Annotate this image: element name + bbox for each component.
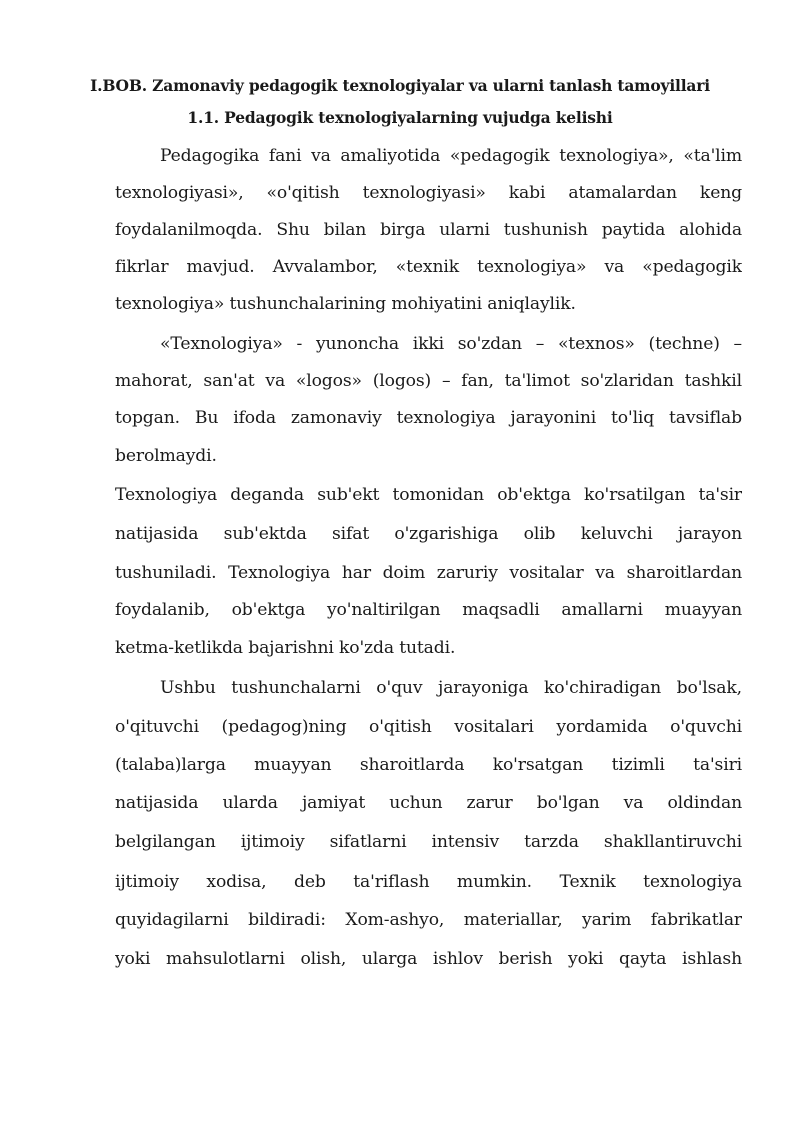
paragraph-line: «Texnologiya» - yunoncha ikki so'zdan – «texnos» (techne) – bbox=[160, 334, 742, 354]
paragraph-line: ketma-ketlikda bajarishni ko'zda tutadi. bbox=[115, 638, 456, 658]
paragraph-line: texnologiyasi», «o'qitish texnologiyasi» kabi atamalardan keng bbox=[115, 183, 742, 203]
paragraph-line: foydalanib, ob'ektga yo'naltirilgan maqsadli amallarni muayyan bbox=[115, 600, 742, 620]
paragraph-line: Pedagogika fani va amaliyotida «pedagogik texnologiya», «ta'lim bbox=[160, 146, 742, 166]
paragraph-line: ijtimoiy xodisa, deb ta'riflash mumkin. Texnik texnologiya bbox=[115, 872, 742, 892]
chapter-title: I.BOB. Zamonaviy pedagogik texnologiyalar va ularni tanlash tamoyillari bbox=[90, 76, 710, 95]
paragraph-line: belgilangan ijtimoiy sifatlarni intensiv tarzda shakllantiruvchi bbox=[115, 832, 742, 852]
paragraph-line: natijasida sub'ektda sifat o'zgarishiga olib keluvchi jarayon bbox=[115, 524, 742, 544]
paragraph-line: topgan. Bu ifoda zamonaviy texnologiya jarayonini to'liq tavsiflab bbox=[115, 408, 742, 428]
paragraph-line: fikrlar mavjud. Avvalambor, «texnik texnologiya» va «pedagogik bbox=[115, 257, 742, 277]
paragraph-line: yoki mahsulotlarni olish, ularga ishlov berish yoki qayta ishlash bbox=[115, 949, 742, 969]
paragraph-line: quyidagilarni bildiradi: Xom-ashyo, materiallar, yarim fabrikatlar bbox=[115, 910, 742, 930]
paragraph-line: mahorat, san'at va «logos» (logos) – fan, ta'limot so'zlaridan tashkil bbox=[115, 371, 742, 391]
section-title: 1.1. Pedagogik texnologiyalarning vujudga kelishi bbox=[187, 108, 613, 127]
paragraph-line: berolmaydi. bbox=[115, 446, 217, 466]
paragraph-line: natijasida ularda jamiyat uchun zarur bo'lgan va oldindan bbox=[115, 793, 742, 813]
paragraph-line: Texnologiya deganda sub'ekt tomonidan ob'ektga ko'rsatilgan ta'sir bbox=[115, 485, 742, 505]
paragraph-line: (talaba)larga muayyan sharoitlarda ko'rsatgan tizimli ta'siri bbox=[115, 755, 742, 775]
paragraph-line: foydalanilmoqda. Shu bilan birga ularni tushunish paytida alohida bbox=[115, 220, 742, 240]
paragraph-line: o'qituvchi (pedagog)ning o'qitish vositalari yordamida o'quvchi bbox=[115, 717, 742, 737]
paragraph-line: tushuniladi. Texnologiya har doim zaruriy vositalar va sharoitlardan bbox=[115, 563, 742, 583]
paragraph-line: Ushbu tushunchalarni o'quv jarayoniga ko'chiradigan bo'lsak, bbox=[160, 678, 742, 698]
paragraph-line: texnologiya» tushunchalarining mohiyatini aniqlaylik. bbox=[115, 294, 576, 314]
